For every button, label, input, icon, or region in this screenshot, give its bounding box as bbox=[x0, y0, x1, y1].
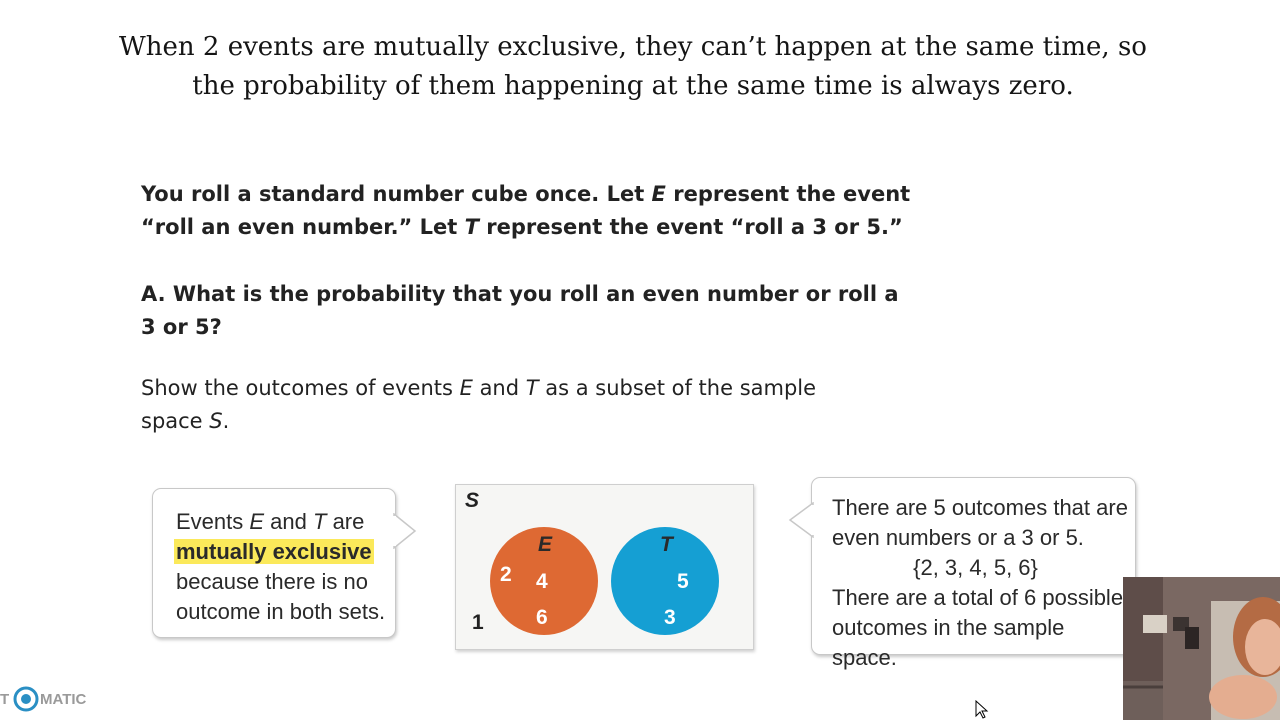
venn-diagram bbox=[455, 484, 754, 650]
instruction-line-1: Show the outcomes of events E and T as a subset of the sample bbox=[141, 376, 817, 400]
question-a-line-1: A. What is the probability that you roll an even number or roll a bbox=[141, 282, 899, 306]
outcome-set: {2, 3, 4, 5, 6} bbox=[913, 555, 1038, 580]
right-callout-line-4: There are a total of 6 possible bbox=[832, 585, 1124, 610]
screencast-logo bbox=[0, 684, 90, 712]
left-callout-line-4: outcome in both sets. bbox=[176, 599, 386, 624]
left-callout-line-1: Events E and T are bbox=[176, 509, 365, 534]
outcome-2: 2 bbox=[500, 563, 512, 586]
callout-tail bbox=[393, 513, 417, 549]
presenter-image bbox=[1123, 577, 1280, 720]
outcome-1: 1 bbox=[472, 611, 484, 634]
problem-statement bbox=[141, 178, 941, 244]
outcome-5: 5 bbox=[677, 570, 689, 593]
left-callout-line-3: because there is no bbox=[176, 569, 369, 594]
question-a bbox=[141, 278, 941, 344]
webcam-overlay bbox=[1123, 577, 1280, 720]
slide-title-line-1: When 2 events are mutually exclusive, they can’t happen at the same time, so bbox=[119, 32, 1147, 62]
outcome-3: 3 bbox=[664, 606, 676, 629]
problem-line-2: “roll an even number.” Let T represent the event “roll a 3 or 5.” bbox=[141, 215, 903, 239]
slide-title-line-2: the probability of them happening at the same time is always zero. bbox=[192, 71, 1074, 101]
callout-tail bbox=[788, 502, 814, 538]
mouse-cursor-icon bbox=[975, 700, 989, 720]
mutually-exclusive-highlight: mutually exclusive bbox=[176, 539, 372, 564]
outcome-6: 6 bbox=[536, 606, 548, 629]
instruction bbox=[141, 372, 941, 438]
logo-text-left: T bbox=[0, 691, 10, 708]
left-callout bbox=[152, 488, 396, 638]
sample-space-label: S bbox=[465, 489, 480, 512]
slide-title bbox=[0, 28, 1266, 106]
instruction-line-2: space S. bbox=[141, 409, 230, 433]
right-callout-line-5: outcomes in the sample space. bbox=[832, 615, 1065, 670]
right-callout-line-1: There are 5 outcomes that are bbox=[832, 495, 1128, 520]
event-e-label: E bbox=[538, 533, 553, 556]
event-t-label: T bbox=[660, 533, 673, 556]
outcome-4: 4 bbox=[536, 570, 548, 593]
problem-line-1: You roll a standard number cube once. Let E represent the event bbox=[141, 182, 911, 206]
question-a-line-2: 3 or 5? bbox=[141, 315, 222, 339]
right-callout-line-2: even numbers or a 3 or 5. bbox=[832, 525, 1084, 550]
right-callout bbox=[811, 477, 1136, 670]
logo-text-right: MATIC bbox=[40, 691, 87, 708]
